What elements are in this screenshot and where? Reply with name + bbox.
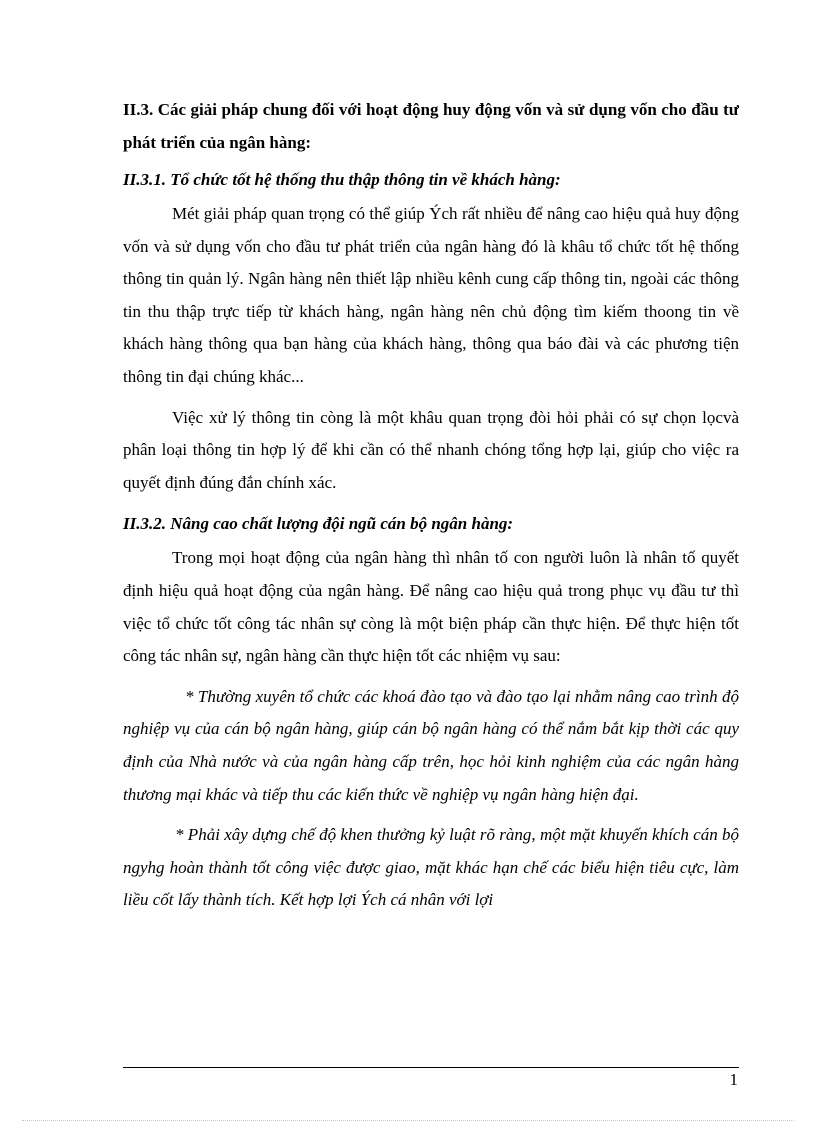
section-title-information: II.3.1. Tổ chức tốt hệ thống thu thập thông tin về khách hàng: [123,170,561,189]
paragraph: Việc xử lý thông tin còng là một khâu quan trọng đòi hỏi phải có sự chọn lọcvà phân loại thông tin hợp lý để khi cần có thể nhanh chóng tổng hợp lại, giúp cho việc ra quyết định đúng đắn chính xác. [123,407,739,492]
paragraph: Mét giải pháp quan trọng có thể giúp Ých rất nhiều để nâng cao hiệu quả huy động vốn và sử dụng vốn cho đầu tư phát triển của ngân hàng đó là khâu tổ chức tốt hệ thống thông tin quản lý. Ngân hàng nên thiết lập nhiều kênh cung cấp thông tin, ngoài các thông tin thu thập trực tiếp từ khách hàng, ngân hàng nên chủ động tìm kiếm thoong tin về khách hàng thông qua bạn hàng của khách hàng, thông qua báo đài và các phương tiện thông tin đại chúng khác... [123,204,739,386]
bullet-paragraph: * Phải xây dựng chế độ khen thưởng kỷ luật rõ ràng, một mặt khuyến khích cán bộ ngyhg hoàn thành tốt công việc được giao, mặt khác hạn chế các biểu hiện tiêu cực, làm liều cốt lấy thành tích. Kết hợp lợi Ých cá nhân với lợi [123,825,739,910]
document-heading: II.3. Các giải pháp chung đối với hoạt động huy động vốn và sử dụng vốn cho đầu tư phát triển của ngân hàng: [123,100,739,152]
paragraph: Trong mọi hoạt động của ngân hàng thì nhân tố con người luôn là nhân tố quyết định hiệu quả hoạt động của ngân hàng. Để nâng cao hiệu quả trong phục vụ đầu tư thì việc tổ chức tốt công tác nhân sự còng là một biện pháp cần thực hiện. Để thực hiện tốt công tác nhân sự, ngân hàng cần thực hiện tốt các nhiệm vụ sau: [123,548,739,666]
page-bottom-edge [22,1120,794,1121]
bullet-paragraph: * Thường xuyên tổ chức các khoá đào tạo và đào tạo lại nhằm nâng cao trình độ nghiệp vụ của cán bộ ngân hàng, giúp cán bộ ngân hàng có thể nắm bắt kịp thời các quy định của Nhà nước và của ngân hàng cấp trên, học hỏi kinh nghiệm của các ngân hàng thương mại khác và tiếp thu các kiến thức về nghiệp vụ ngân hàng hiện đại. [123,686,739,804]
section-title-staff-quality: II.3.2. Nâng cao chất lượng đội ngũ cán bộ ngân hàng: [123,514,514,534]
page-number: 1 [729,1070,738,1089]
footer-divider [123,1067,739,1068]
document-page [123,93,739,925]
